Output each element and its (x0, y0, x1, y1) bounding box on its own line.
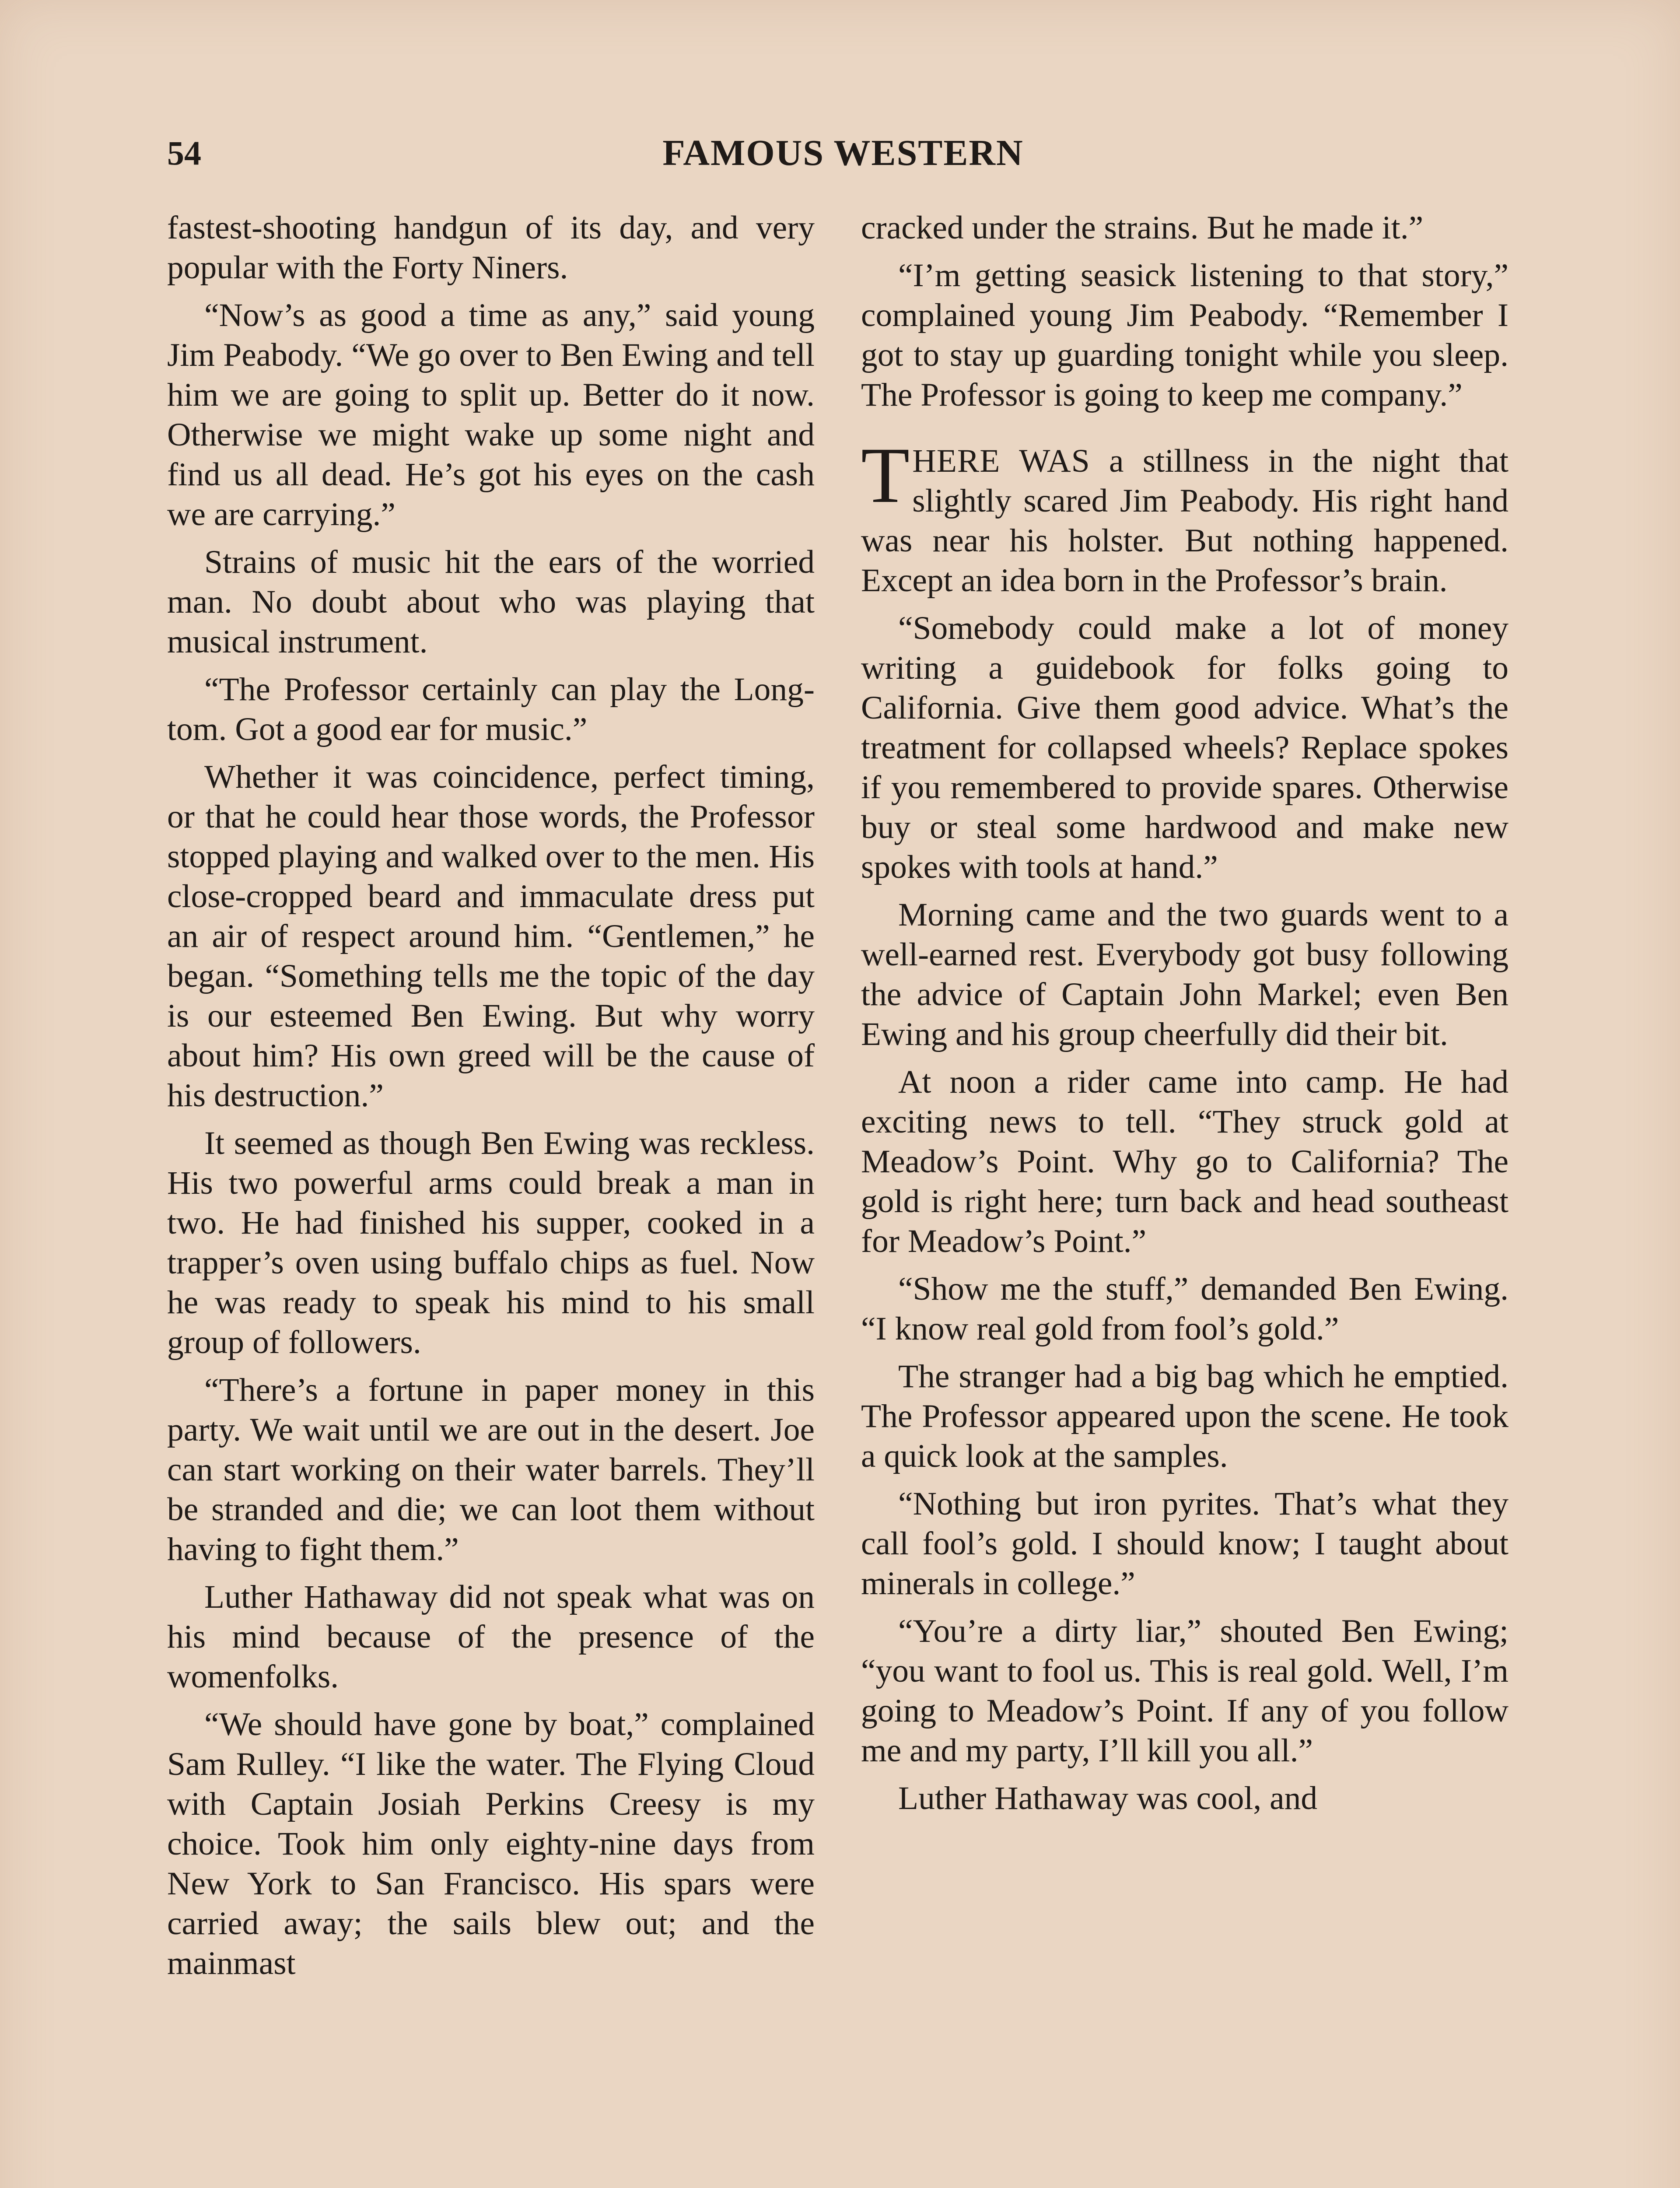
page-header (167, 129, 1519, 177)
paragraph: Whether it was coincidence, perfect timing, or that he could hear those words, the Professor stopped playing and walked over to the men. His close-cropped beard and immaculate dress put an air of respect around him. “Gentlemen,” he began. “Something tells me the topic of the day is our esteemed Ben Ewing. But why worry about him? His own greed will be the cause of his destruction.” (167, 759, 815, 1114)
left-column (167, 208, 815, 1991)
paragraph: “Show me the stuff,” demanded Ben Ewing. “I know real gold from fool’s gold.” (861, 1271, 1508, 1347)
paragraph: cracked under the strains. But he made it.” (861, 210, 1424, 246)
paragraph: Strains of music hit the ears of the worried man. No doubt about who was playing that musical instrument. (167, 544, 815, 660)
paragraph: At noon a rider came into camp. He had exciting news to tell. “They struck gold at Meadow’s Point. Why go to California? The gold is right here; turn back and head southeast for Meadow’s Point.” (861, 1064, 1508, 1259)
paragraph: “Somebody could make a lot of money writing a guidebook for folks going to California. Give them good advice. What’s the treatment for collapsed wheels? Replace spokes if you remembered to provide spares. Otherwise buy or steal some hardwood and make new spokes with tools at hand.” (861, 610, 1508, 885)
paragraph: “I’m getting seasick listening to that story,” complained young Jim Peabody. “Remember I got to stay up guarding tonight while you sleep. The Professor is going to keep me company.” (861, 257, 1508, 413)
right-column (861, 208, 1508, 1826)
paragraph: “The Professor certainly can play the Long-tom. Got a good ear for music.” (167, 671, 815, 747)
paragraph: fastest-shooting handgun of its day, and very popular with the Forty Niners. (167, 210, 815, 286)
paragraph: “We should have gone by boat,” complained Sam Rulley. “I like the water. The Flying Cloud with Captain Josiah Perkins Creesy is my choice. Took him only eighty-nine days from New York to San Francisco. His spars were carried away; the sails blew out; and the mainmast (167, 1706, 815, 1981)
running-title: FAMOUS WESTERN (662, 133, 1024, 173)
paragraph: The stranger had a big bag which he emptied. The Professor appeared upon the scene. He took a quick look at the samples. (861, 1358, 1508, 1474)
drop-cap: T (861, 431, 910, 519)
paragraph: “Nothing but iron pyrites. That’s what they call fool’s gold. I should know; I taught about minerals in college.” (861, 1486, 1508, 1602)
paragraph: It seemed as though Ben Ewing was reckless. His two powerful arms could break a man in two. He had finished his supper, cooked in a trapper’s oven using buffalo chips as fuel. Now he was ready to speak his mind to his small group of followers. (167, 1125, 815, 1360)
section-opening-paragraph (861, 431, 1508, 600)
paragraph: “Now’s as good a time as any,” said young Jim Peabody. “We go over to Ben Ewing and tell him we are going to split up. Better do it now. Otherwise we might wake up some night and find us all dead. He’s got his eyes on the cash we are carrying.” (167, 297, 815, 533)
lead-in-caps: HERE WAS (912, 443, 1090, 479)
paragraph: “There’s a fortune in paper money in this party. We wait until we are out in the desert. Joe can start working on their water barrels. They’ll be stranded and die; we can loot them without having to fight them.” (167, 1372, 815, 1567)
paragraph: “You’re a dirty liar,” shouted Ben Ewing; “you want to fool us. This is real gold. Well, I’m going to Meadow’s Point. If any of you follow me and my party, I’ll kill you all.” (861, 1613, 1508, 1769)
paragraph: Morning came and the two guards went to a well-earned rest. Everybody got busy following the advice of Captain John Markel; even Ben Ewing and his group cheerfully did their bit. (861, 897, 1508, 1052)
paragraph-text: a stillness in the night that slightly scared Jim Peabody. His right hand was near his holster. But nothing happened. Except an idea born in the Professor’s brain. (861, 443, 1508, 599)
page-number: 54 (167, 134, 201, 172)
paragraph: Luther Hathaway did not speak what was on his mind because of the presence of the womenfolks. (167, 1579, 815, 1695)
paragraph: Luther Hathaway was cool, and (898, 1780, 1318, 1816)
